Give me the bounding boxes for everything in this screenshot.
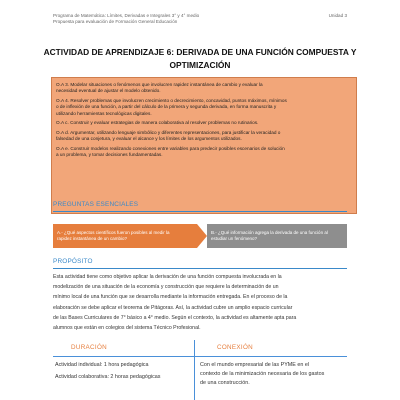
question-b-text — [211, 230, 328, 241]
question-arrow-shape — [197, 224, 207, 248]
connection-header: CONEXIÓN — [217, 344, 253, 351]
header-proposal-line: Propuesta para evaluación de Formación General Educación — [53, 19, 178, 24]
essential-questions-divider — [53, 211, 347, 212]
question-a-line: A.- ¿Qué aspectos científicos fueron posibles al medir la — [57, 230, 170, 235]
objective-text: necesidad eventual de ajustar el modelo obtenido. — [56, 88, 161, 94]
duration-individual: Actividad individual: 1 hora pedagógica — [55, 362, 149, 368]
objective-text: O.A c. Construir y evaluar estrategias de manera colaborativa al resolver problemas no rutinarios. — [56, 120, 259, 126]
duration-connection-table — [53, 340, 347, 400]
question-a-line: rapidez instantánea de un cambio? — [57, 235, 128, 241]
essential-questions-bar — [53, 224, 347, 248]
table-header-divider — [53, 356, 347, 357]
objective-text: a un problema, y tomar decisiones fundamentadas. — [56, 152, 163, 158]
question-b-line: B.- ¿Qué información agrega la derivada de una función al — [211, 230, 328, 235]
duration-header: DURACIÓN — [71, 344, 107, 351]
page-header — [53, 13, 347, 25]
objective-text: o de inflexión de una función, a partir del cálculo de la primera y segunda derivada, en forma manuscrita y — [56, 104, 277, 110]
question-a-box — [53, 224, 197, 248]
header-unit: Unidad 3 — [328, 13, 347, 18]
question-b-box — [207, 224, 347, 248]
title-line-2: OPTIMIZACIÓN — [169, 60, 231, 70]
table-column-divider — [194, 340, 195, 400]
objective-text: utilizando herramientas tecnológicas digitales. — [56, 110, 152, 116]
page-title — [40, 46, 360, 72]
duration-collaborative: Actividad colaborativa: 2 horas pedagógicas — [55, 374, 161, 380]
connection-line: contexto de la minimización necesaria de los gastos — [200, 371, 325, 377]
header-program-line: Programa de Matemática: Límites, Derivadas e Integrales 3° y 4° medio — [53, 13, 200, 18]
purpose-line: alumnos que están en colegios del sistema Técnico Profesional. — [53, 325, 201, 332]
question-b-line: estudiar un fenómeno? — [211, 235, 258, 241]
purpose-line: mínimo local de una función que se desarrolla mediante la información entregada. En el proceso de la — [53, 294, 288, 301]
objectives-box — [51, 77, 357, 214]
objective-oa4 — [56, 98, 352, 117]
objective-oa3 — [56, 82, 352, 95]
objective-text: O.A e. Construir modelos realizando conexiones entre variables para predecir posibles escenarios de solución — [56, 146, 285, 151]
purpose-line: de las Bases Curriculares de 7° básico a 4° medio. Según el contexto, la actividad es altamente apta para — [53, 314, 297, 321]
connection-line: de una construcción. — [200, 380, 250, 386]
purpose-heading: PROPÓSITO — [53, 258, 93, 265]
objective-text: O.A 4. Resolver problemas que involucren crecimiento o decrecimiento, concavidad, puntos máximos, mínimos — [56, 98, 287, 103]
objective-text: falsedad de una conjetura, y evaluar el alcance y los límites de los argumentos utilizados. — [56, 136, 242, 142]
purpose-line: elaboración se debe aplicar el teorema de Pitágoras. Así, la actividad cubre un amplio espacio curricular — [53, 304, 293, 311]
purpose-divider — [53, 268, 347, 269]
connection-line: Con el mundo empresarial de las PYME en el — [200, 362, 310, 368]
purpose-paragraph — [53, 272, 347, 333]
objective-text: O.A d. Argumentar, utilizando lenguaje simbólico y diferentes representaciones, para justificar la veracidad o — [56, 130, 281, 135]
essential-questions-heading: PREGUNTAS ESENCIALES — [53, 201, 139, 208]
title-line-1: ACTIVIDAD DE APRENDIZAJE 6: DERIVADA DE UNA FUNCIÓN COMPUESTA Y — [43, 47, 357, 57]
purpose-line: Esta actividad tiene como objetivo aplicar la derivación de una función compuesta involucrada en la — [53, 274, 282, 280]
purpose-line: modelización de una situación de la economía y construcción que requiere la determinación de un — [53, 284, 279, 291]
connection-text — [200, 361, 347, 388]
question-a-text — [57, 230, 170, 241]
objective-text: O.A 3. Modelar situaciones o fenómenos que involucren rapidez instantánea de cambio y evaluar la — [56, 82, 263, 87]
objective-oae — [56, 146, 352, 159]
objective-oad — [56, 130, 352, 143]
objective-oac — [56, 120, 352, 126]
